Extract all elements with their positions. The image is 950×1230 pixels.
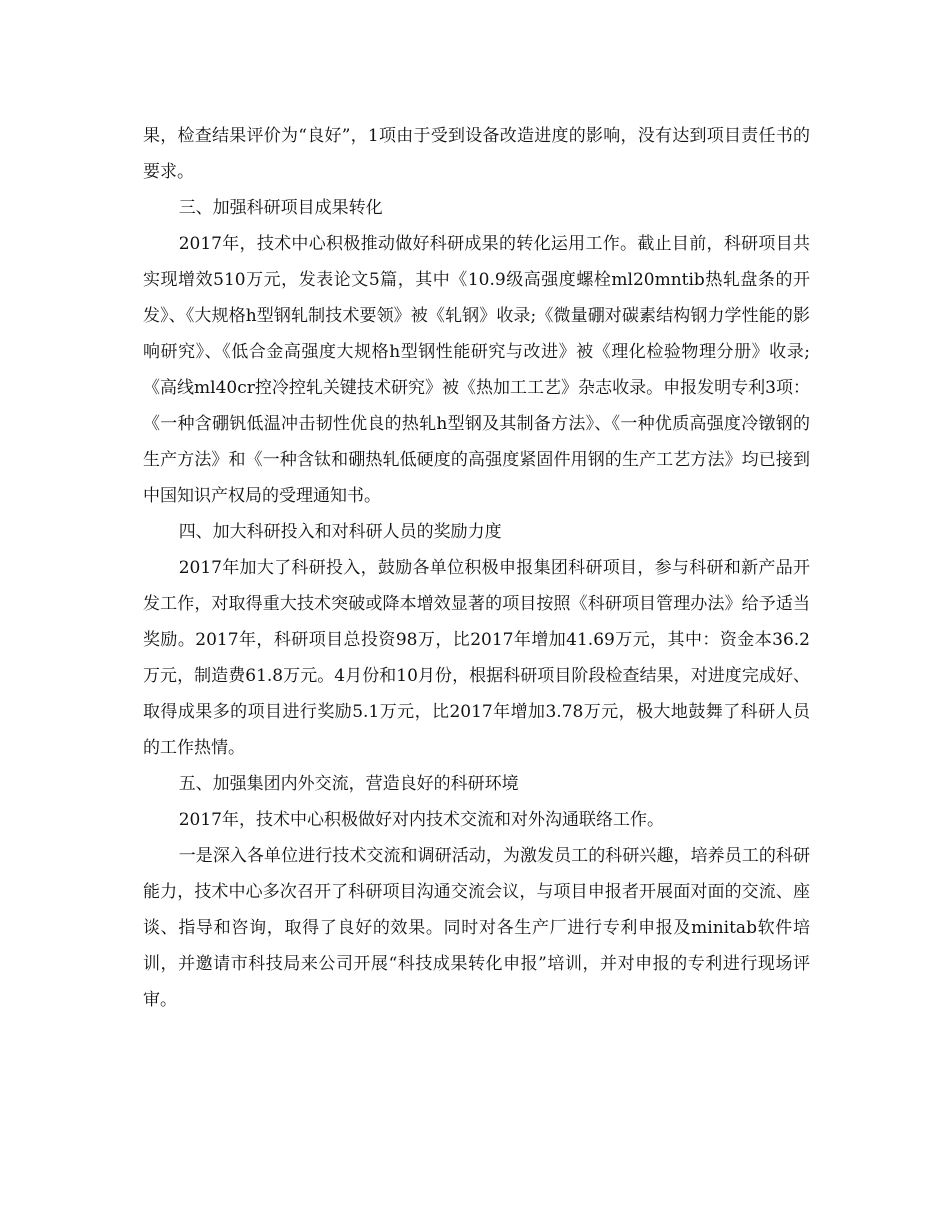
section-heading-5: 五、加强集团内外交流，营造良好的科研环境 [178, 774, 519, 794]
paragraph-research-results: 2017年，技术中心积极推动做好科研成果的转化运用工作。截止目前，科研项目共实现增效510万元，发表论文5篇，其中《10.9级高强度螺栓ml20mntib热轧盘条的开发》、《大规格h型钢轧制技术要领》被《轧钢》收录;《微量硼对碳素结构钢力学性能的影响研究》、《低合金高强度大规格h型钢性能研究与改进》被《理化检验物理分册》收录;《高线ml40cr控冷控轧关键技术研究》被《热加工工艺》杂志收录。申报发明专利3项：《一种含硼钒低温冲击韧性优良的热轧h型钢及其制备方法》、《一种优质高强度冷镦钢的生产方法》和《一种含钛和硼热轧低硬度的高强度紧固件用钢的生产工艺方法》均已接到中国知识产权局的受理通知书。 [143, 234, 810, 506]
section-heading-4: 四、加大科研投入和对科研人员的奖励力度 [178, 522, 502, 542]
document-body [143, 118, 810, 1018]
paragraph-continuation: 果，检查结果评价为“良好”，1项由于受到设备改造进度的影响，没有达到项目责任书的要求。 [143, 126, 810, 182]
paragraph-exchange-detail: 一是深入各单位进行技术交流和调研活动，为激发员工的科研兴趣，培养员工的科研能力，技术中心多次召开了科研项目沟通交流会议，与项目申报者开展面对面的交流、座谈、指导和咨询，取得了良好的效果。同时对各生产厂进行专利申报及minitab软件培训，并邀请市科技局来公司开展“科技成果转化申报”培训，并对申报的专利进行现场评审。 [143, 846, 810, 1010]
section-heading-3: 三、加强科研项目成果转化 [178, 198, 383, 218]
paragraph-research-investment: 2017年加大了科研投入，鼓励各单位积极申报集团科研项目，参与科研和新产品开发工作，对取得重大技术突破或降本增效显著的项目按照《科研项目管理办法》给予适当奖励。2017年，科研项目总投资98万，比2017年增加41.69万元，其中：资金本36.2万元，制造费61.8万元。4月份和10月份，根据科研项目阶段检查结果，对进度完成好、取得成果多的项目进行奖励5.1万元，比2017年增加3.78万元，极大地鼓舞了科研人员的工作热情。 [143, 558, 810, 758]
paragraph-exchange-intro: 2017年，技术中心积极做好对内技术交流和对外沟通联络工作。 [178, 810, 664, 830]
